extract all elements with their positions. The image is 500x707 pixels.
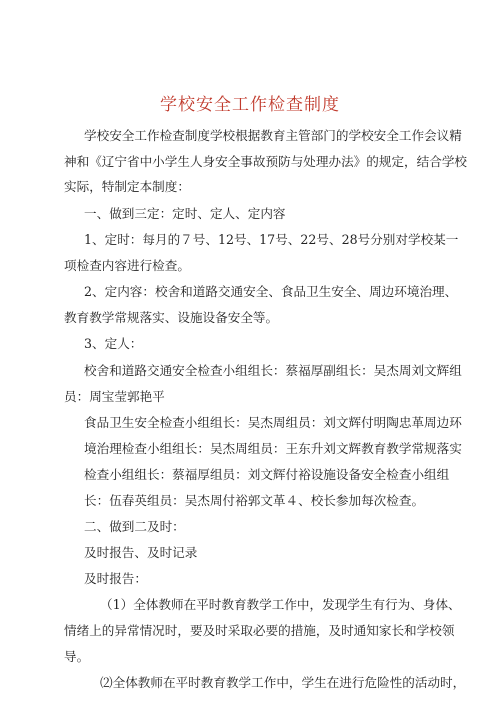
paragraph-line: 检查小组组长：蔡福厚组员：刘文辉付裕设施设备安全检查小组组 bbox=[84, 467, 450, 482]
paragraph-line: 一、做到三定：定时、定人、定内容 bbox=[84, 206, 286, 221]
paragraph-line: 食品卫生安全检查小组组长：吴杰周组员：刘文辉付明陶忠革周边环 bbox=[84, 415, 462, 430]
paragraph-line: （1）全体教师在平时教育教学工作中，发现学生有行为、身体、 bbox=[100, 597, 461, 612]
paragraph-line: 校舍和道路交通安全检查小组组长：蔡福厚副组长：吴杰周刘文辉组 bbox=[84, 363, 462, 378]
paragraph-line: ⑵全体教师在平时教育教学工作中，学生在进行危险性的活动时， bbox=[100, 675, 466, 690]
document-title: 学校安全工作检查制度 bbox=[160, 95, 340, 115]
paragraph-line: 神和《辽宁省中小学生人身安全事故预防与处理办法》的规定，结合学校 bbox=[64, 154, 467, 169]
paragraph-line: 二、做到二及时： bbox=[84, 519, 185, 534]
paragraph-line: 员：周宝莹郭艳平 bbox=[64, 389, 165, 404]
paragraph-line: 实际，特制定本制度： bbox=[64, 179, 190, 194]
paragraph-line: 及时报告、及时记录 bbox=[84, 545, 198, 560]
paragraph-line: 项检查内容进行检查。 bbox=[64, 258, 190, 273]
paragraph-line: 导。 bbox=[64, 649, 90, 664]
paragraph-line: 教育教学常规落实、设施设备安全等。 bbox=[64, 310, 279, 325]
paragraph-line: 3、定人： bbox=[84, 336, 143, 351]
paragraph-line: 境治理检查小组组长：吴杰周组员：王东升刘文辉教育教学常规落实 bbox=[84, 441, 462, 456]
paragraph-line: 2、定内容：校舍和道路交通安全、食品卫生安全、周边环境治理、 bbox=[84, 284, 458, 299]
paragraph-line: 及时报告： bbox=[84, 571, 147, 586]
paragraph-line: 学校安全工作检查制度学校根据教育主管部门的学校安全工作会议精 bbox=[84, 128, 462, 143]
paragraph-line: 情绪上的异常情况时，要及时采取必要的措施，及时通知家长和学校领 bbox=[64, 623, 455, 638]
paragraph-line: 1、定时：每月的７号、12号、17号、22号、28号分别对学校某一 bbox=[84, 232, 459, 247]
paragraph-line: 长：伍春英组员：吴杰周付裕郭文革４、校长参加每次检查。 bbox=[84, 493, 425, 508]
